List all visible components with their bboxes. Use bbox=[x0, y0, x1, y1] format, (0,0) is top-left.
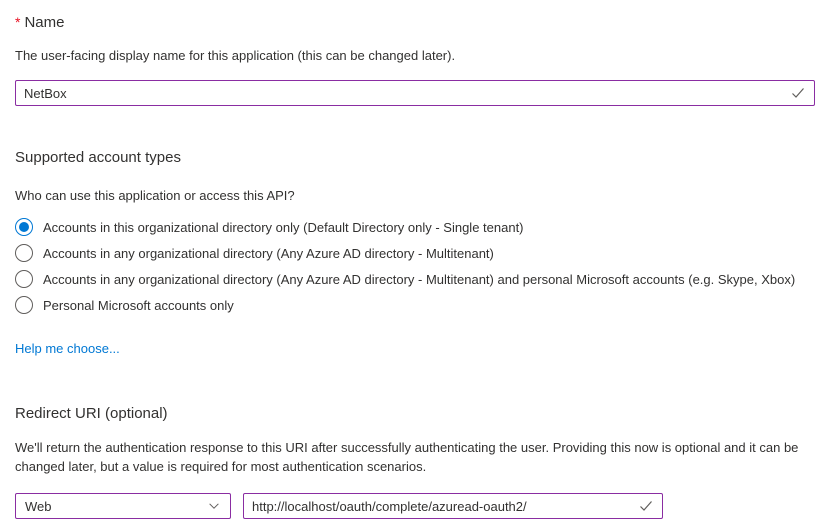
platform-select[interactable] bbox=[15, 493, 231, 519]
required-asterisk: * bbox=[15, 14, 21, 30]
radio-unselected-icon[interactable] bbox=[15, 296, 33, 314]
account-types-radio-group bbox=[15, 214, 815, 318]
name-input[interactable] bbox=[16, 81, 790, 105]
name-section-heading bbox=[15, 12, 815, 33]
redirect-uri-input-field[interactable] bbox=[243, 493, 663, 519]
radio-single-tenant[interactable] bbox=[15, 214, 815, 240]
account-types-heading: Supported account types bbox=[15, 149, 181, 166]
name-input-field[interactable] bbox=[15, 80, 815, 106]
redirect-uri-controls bbox=[15, 493, 815, 519]
radio-selected-icon[interactable] bbox=[15, 218, 33, 236]
radio-label: Personal Microsoft accounts only bbox=[43, 297, 234, 313]
radio-label: Accounts in any organizational directory (Any Azure AD directory - Multitenant) bbox=[43, 245, 494, 261]
radio-personal-only[interactable] bbox=[15, 292, 815, 318]
redirect-uri-heading: Redirect URI (optional) bbox=[15, 405, 168, 422]
account-types-question: Who can use this application or access this API? bbox=[15, 188, 295, 203]
valid-checkmark-icon bbox=[638, 498, 654, 514]
valid-checkmark-icon bbox=[790, 85, 806, 101]
radio-label: Accounts in any organizational directory (Any Azure AD directory - Multitenant) and personal Microsoft accounts (e.g. Skype, Xbox) bbox=[43, 271, 796, 287]
name-label: Name bbox=[24, 14, 65, 31]
help-me-choose-link[interactable]: Help me choose... bbox=[15, 341, 120, 356]
radio-multitenant-personal[interactable] bbox=[15, 266, 815, 292]
redirect-uri-input[interactable] bbox=[244, 494, 638, 518]
radio-unselected-icon[interactable] bbox=[15, 244, 33, 262]
name-description: The user-facing display name for this application (this can be changed later). bbox=[15, 48, 456, 63]
platform-select-value: Web bbox=[25, 498, 52, 514]
radio-label: Accounts in this organizational directory only (Default Directory only - Single tenant) bbox=[43, 219, 524, 235]
chevron-down-icon bbox=[207, 499, 221, 513]
redirect-uri-description: We'll return the authentication response to this URI after successfully authenticating the user. Providing this now is optional and it can be changed later, but a value is required for most authentication scenarios. bbox=[15, 440, 799, 474]
radio-unselected-icon[interactable] bbox=[15, 270, 33, 288]
radio-multitenant[interactable] bbox=[15, 240, 815, 266]
